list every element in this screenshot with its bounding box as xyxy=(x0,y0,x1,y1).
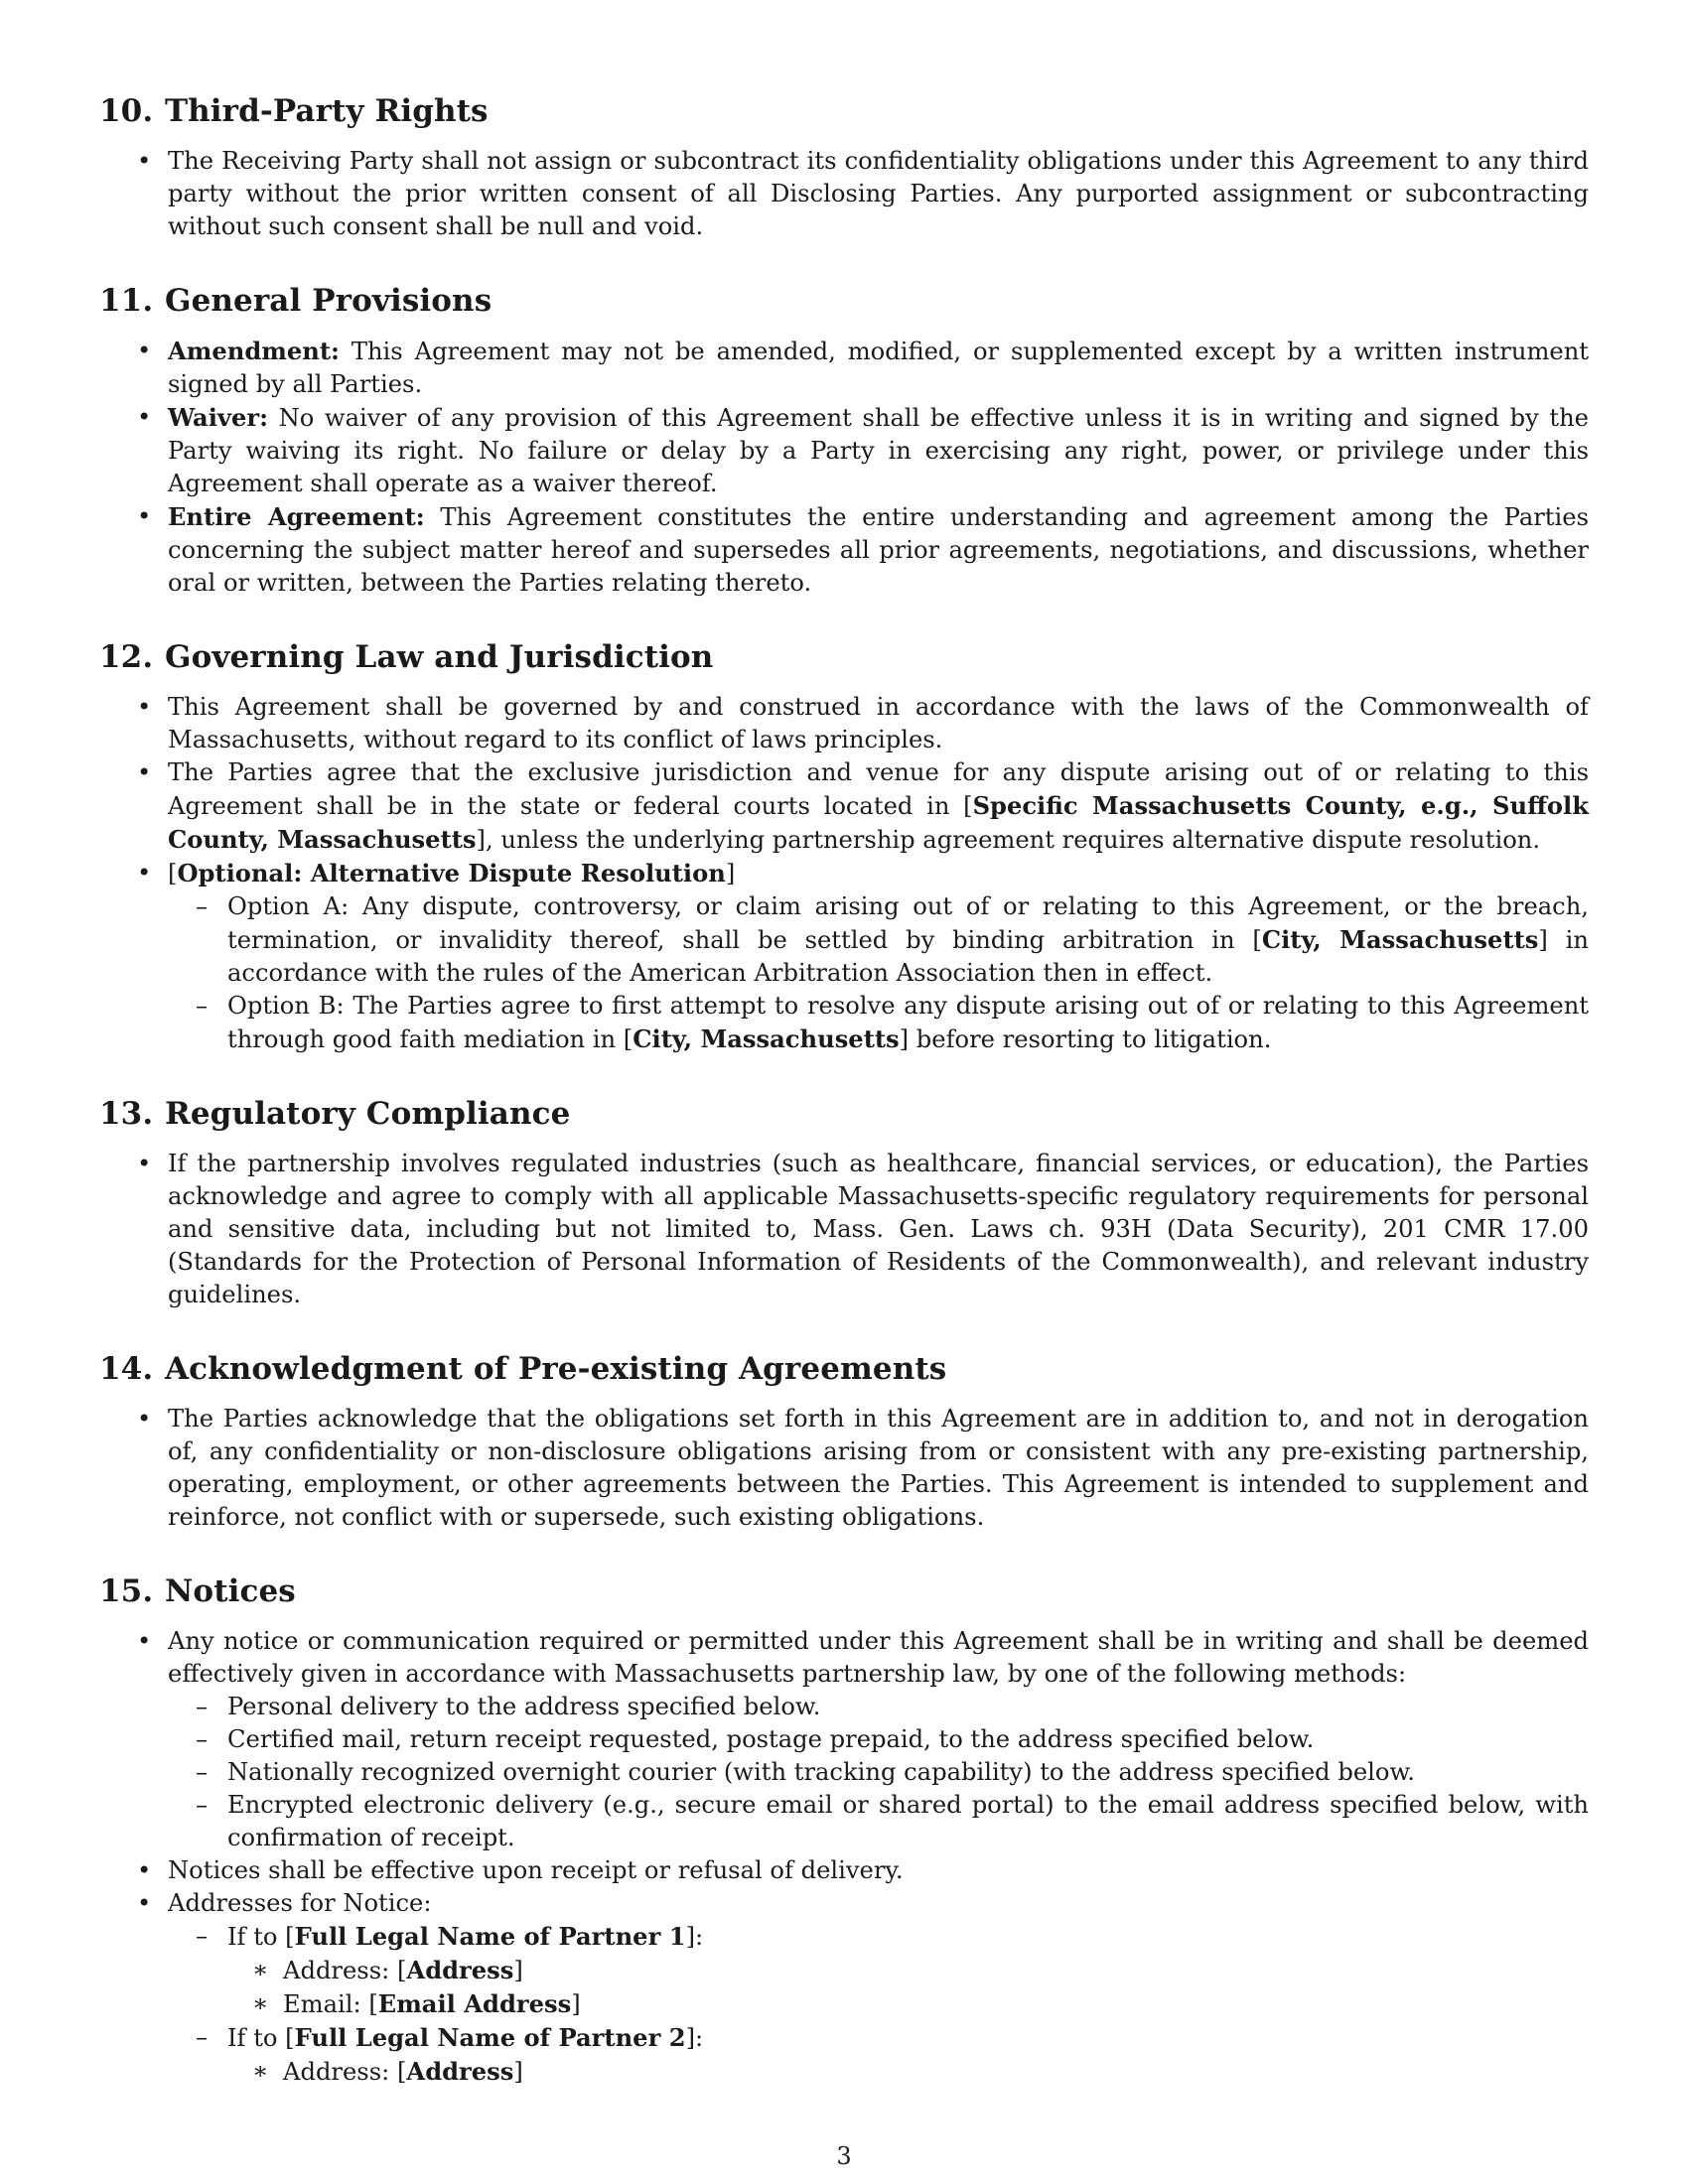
section-15 xyxy=(99,1571,1589,2089)
sub-list-item xyxy=(168,1920,1589,2021)
list-item xyxy=(99,1854,1589,1887)
section-heading xyxy=(99,637,1589,677)
label-text: If to [ xyxy=(227,2024,295,2052)
paragraph-text: Notices shall be effective upon receipt or refusal of delivery. xyxy=(168,1856,904,1884)
list-item xyxy=(99,145,1589,243)
list-item xyxy=(99,756,1589,857)
placeholder-field: Address xyxy=(406,2057,514,2086)
paragraph-text: This Agreement constitutes the entire understanding and agreement among the Parties concerning the subject matter hereof and supersedes all prior agreements, negotiations, and discussions, whether oral or written, between the Parties relating thereto. xyxy=(168,503,1589,597)
sub-sub-list-item xyxy=(227,1987,1589,2021)
label-text: If to [ xyxy=(227,1923,295,1951)
placeholder-field: Email Address xyxy=(377,1989,572,2018)
bracket: ]: xyxy=(685,1923,704,1951)
paragraph-text: Addresses for Notice: xyxy=(168,1889,432,1917)
bracket: [ xyxy=(168,860,178,887)
sub-sub-list-item xyxy=(227,1954,1589,1987)
page-number: 3 xyxy=(836,2142,852,2170)
list-item xyxy=(99,857,1589,1056)
paragraph-text: ], unless the underlying partnership agreement requires alternative dispute resolution. xyxy=(476,826,1541,854)
section-title: Third-Party Rights xyxy=(165,93,489,129)
section-heading xyxy=(99,1571,1589,1611)
section-number: 13. xyxy=(99,1096,154,1132)
section-13 xyxy=(99,1094,1589,1311)
sub-list-item: – Nationally recognized overnight courier (with tracking capability) to the address specified below. xyxy=(168,1756,1589,1789)
paragraph-text: The Parties acknowledge that the obligations set forth in this Agreement are in addition to, and not in derogation of, any confidentiality or non-disclosure obligations arising from or consistent with any pre-existing partnership, operating, employment, or other agreements between the Parties. This Agreement is intended to supplement and reinforce, not conflict with or supersede, such existing obligations. xyxy=(168,1405,1589,1531)
section-title: Acknowledgment of Pre-existing Agreements xyxy=(165,1351,947,1387)
placeholder-field: Specific Massachusetts County, e.g., Suffolk County, Massachusetts xyxy=(168,791,1589,854)
sub-list-item: – Certified mail, return receipt requested, postage prepaid, to the address specified below. xyxy=(168,1723,1589,1756)
sub-list-item xyxy=(168,990,1589,1056)
paragraph-text: ] in accordance with the rules of the American Arbitration Association then in effect. xyxy=(227,926,1589,987)
list-item xyxy=(99,1625,1589,1854)
section-title: Governing Law and Jurisdiction xyxy=(165,639,714,675)
bracket: ] xyxy=(571,1990,581,2018)
bracket: ] xyxy=(513,1957,523,1984)
list-item xyxy=(99,335,1589,401)
paragraph-text: No waiver of any provision of this Agreement shall be effective unless it is in writing and signed by the Party waiving its right. No failure or delay by a Party in exercising any right, power, or privilege under this Agreement shall operate as a waiver thereof. xyxy=(168,404,1589,497)
section-number: 15. xyxy=(99,1573,154,1609)
placeholder-field: Full Legal Name of Partner 2 xyxy=(294,2023,686,2052)
section-12 xyxy=(99,637,1589,1056)
placeholder-field: Address xyxy=(406,1956,514,1984)
term-label: Entire Agreement: xyxy=(168,502,425,531)
sub-list-item: – Personal delivery to the address specified below. xyxy=(168,1691,1589,1723)
paragraph-text: Option B: The Parties agree to first attempt to resolve any dispute arising out of or relating to this Agreement through good faith mediation in [ xyxy=(227,992,1589,1053)
sub-list-item: – Encrypted electronic delivery (e.g., secure email or shared portal) to the email address specified below, with confirmation of receipt. xyxy=(168,1789,1589,1854)
sub-sub-list-item xyxy=(227,2055,1589,2089)
term-label: Amendment: xyxy=(168,337,340,365)
paragraph-text: If the partnership involves regulated industries (such as healthcare, financial services, or education), the Parties acknowledge and agree to comply with all applicable Massachusetts-specific regulatory requirements for personal and sensitive data, including but not limited to, Mass. Gen. Laws ch. 93H (Data Security), 201 CMR 17.00 (Standards for the Protection of Personal Information of Residents of the Commonwealth), and relevant industry guidelines. xyxy=(168,1150,1589,1308)
section-number: 12. xyxy=(99,639,154,675)
list-item xyxy=(99,500,1589,600)
sub-list-item xyxy=(168,2021,1589,2089)
paragraph-text: This Agreement shall be governed by and construed in accordance with the laws of the Commonwealth of Massachusetts, without regard to its conflict of laws principles. xyxy=(168,693,1589,753)
section-10 xyxy=(99,91,1589,243)
section-number: 10. xyxy=(99,93,154,129)
bracket: ] xyxy=(513,2058,523,2086)
section-heading xyxy=(99,1094,1589,1134)
list-item xyxy=(99,1887,1589,2089)
section-14 xyxy=(99,1349,1589,1534)
list-item xyxy=(99,1148,1589,1311)
paragraph-text: ] before resorting to litigation. xyxy=(899,1025,1272,1053)
section-title: Notices xyxy=(165,1573,296,1609)
section-title: Regulatory Compliance xyxy=(165,1096,571,1132)
section-11 xyxy=(99,281,1589,600)
bracket: ]: xyxy=(685,2024,704,2052)
paragraph-text: This Agreement may not be amended, modified, or supplemented except by a written instrument signed by all Parties. xyxy=(168,338,1589,398)
section-number: 14. xyxy=(99,1351,154,1387)
section-title: General Provisions xyxy=(165,283,492,319)
section-heading xyxy=(99,281,1589,321)
list-item xyxy=(99,1403,1589,1534)
label-text: Address: [ xyxy=(283,2058,407,2086)
list-item xyxy=(99,691,1589,756)
section-heading xyxy=(99,91,1589,131)
paragraph-text: The Parties agree that the exclusive jurisdiction and venue for any dispute arising out of or relating to this Agreement shall be in the state or federal courts located in [ xyxy=(168,758,1589,820)
bracket: ] xyxy=(725,860,736,887)
paragraph-text: Any notice or communication required or permitted under this Agreement shall be in writing and shall be deemed effectively given in accordance with Massachusetts partnership law, by one of the following methods: xyxy=(168,1627,1589,1688)
placeholder-field: City, Massachusetts xyxy=(633,1024,900,1053)
section-heading xyxy=(99,1349,1589,1389)
term-label: Waiver: xyxy=(168,403,269,432)
placeholder-field: Full Legal Name of Partner 1 xyxy=(294,1922,686,1951)
paragraph-text: The Receiving Party shall not assign or subcontract its confidentiality obligations under this Agreement to any third party without the prior written consent of all Disclosing Parties. Any purported assignment or subcontracting without such consent shall be null and void. xyxy=(168,147,1589,240)
section-number: 11. xyxy=(99,283,154,319)
placeholder-field: City, Massachusetts xyxy=(1261,925,1539,954)
document-page xyxy=(99,91,1589,2126)
label-text: Email: [ xyxy=(283,1990,378,2018)
paragraph-text: Option A: Any dispute, controversy, or claim arising out of or relating to this Agreement, or the breach, termination, or invalidity thereof, shall be settled by binding arbitration in [ xyxy=(227,892,1589,954)
optional-label: Optional: Alternative Dispute Resolution xyxy=(177,859,726,887)
label-text: Address: [ xyxy=(283,1957,407,1984)
sub-list-item xyxy=(168,890,1589,990)
list-item xyxy=(99,401,1589,500)
